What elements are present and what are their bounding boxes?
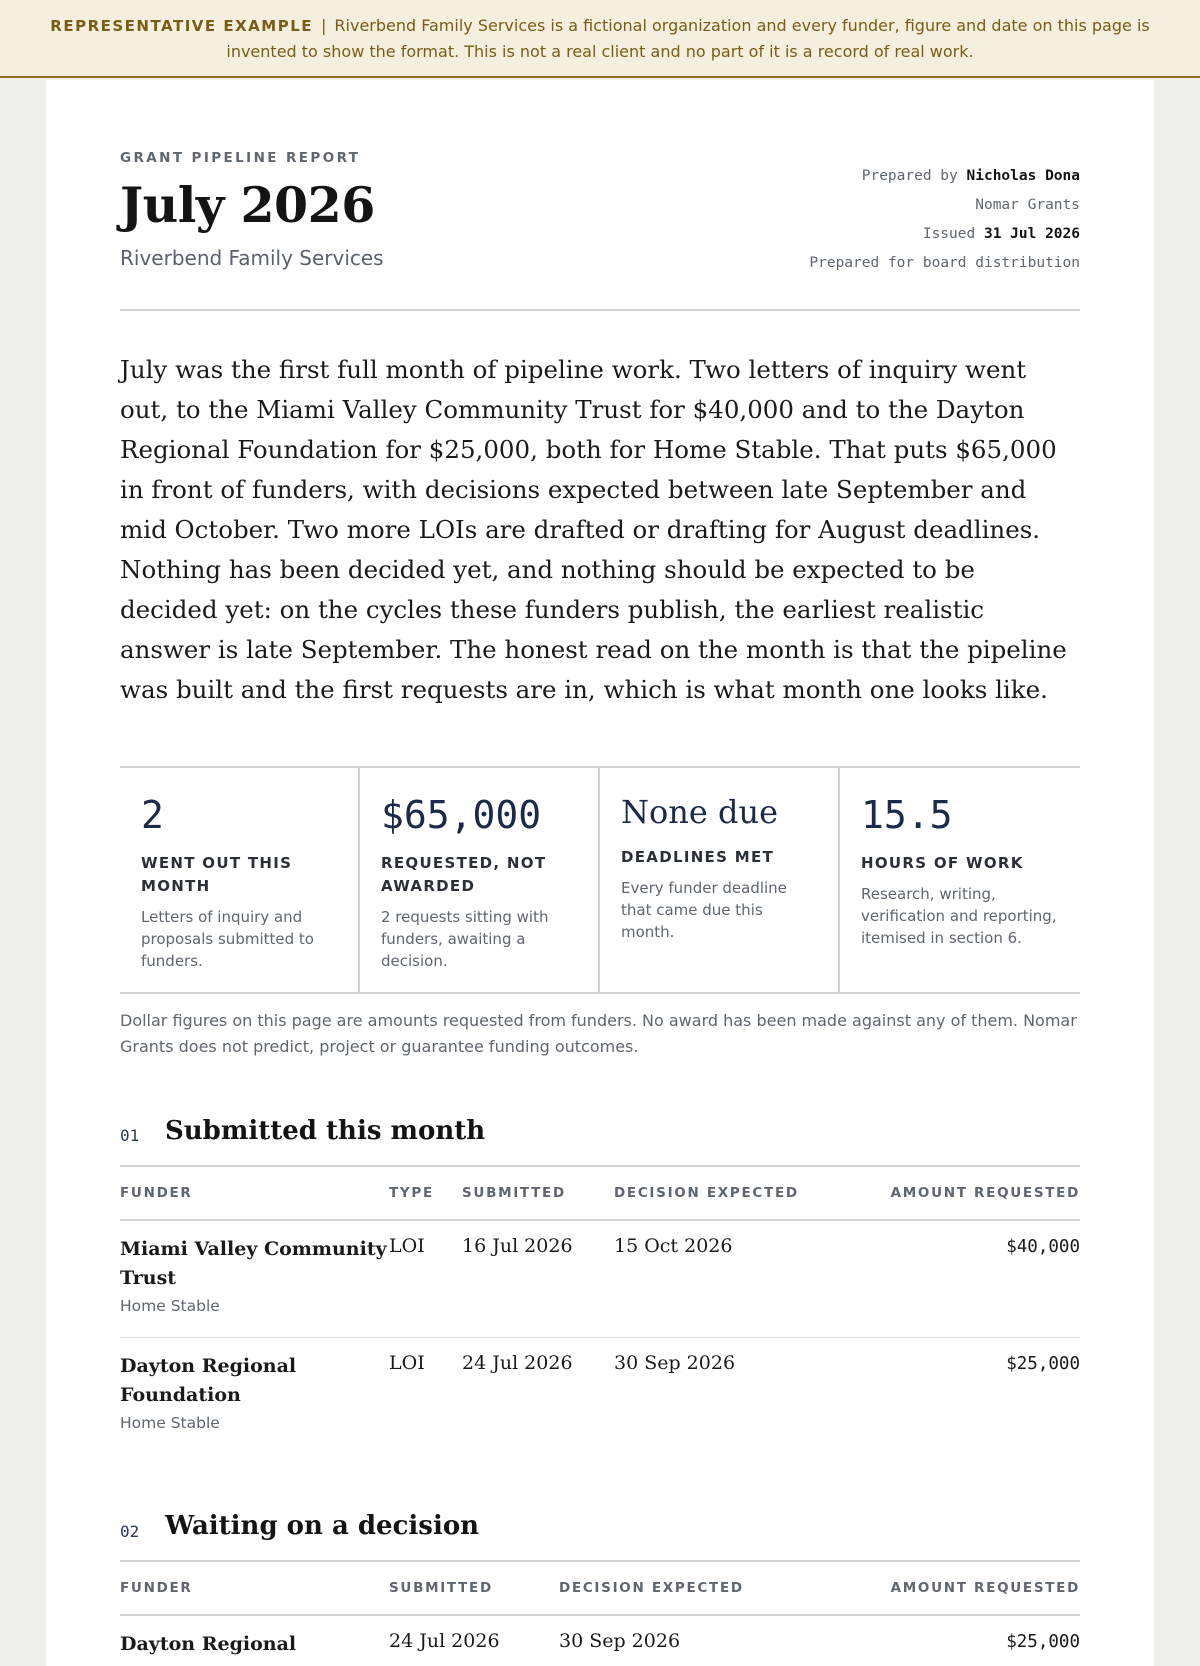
amount-cell: $40,000 — [864, 1220, 1080, 1337]
column-header: FUNDER — [120, 1561, 389, 1615]
prepared-by-line — [809, 162, 1080, 191]
section-number: 01 — [120, 1126, 140, 1145]
section-title: Submitted this month — [165, 1116, 486, 1146]
column-header: DECISION EXPECTED — [559, 1561, 839, 1615]
distribution-note: Prepared for board distribution — [809, 255, 1080, 271]
stat-requested — [360, 768, 600, 992]
funder-cell — [120, 1615, 389, 1659]
firm-name: Nomar Grants — [975, 197, 1080, 213]
stat-description: Every funder deadline that came due this month. — [621, 879, 787, 941]
column-header: SUBMITTED — [389, 1561, 559, 1615]
stat-deadlines — [600, 768, 840, 992]
table-row — [120, 1337, 1080, 1454]
stat-value: None due — [621, 793, 779, 831]
page-title: July 2026 — [120, 176, 375, 234]
stat-value: 2 — [141, 793, 164, 837]
table-row — [120, 1220, 1080, 1337]
stat-value: 15.5 — [861, 793, 953, 837]
stat-hours — [840, 768, 1080, 992]
banner-text: Riverbend Family Services is a fictional organization and every funder, figure and date on this page is invented to show the format. This is not a real client and no part of it is a record of real work. — [226, 16, 1150, 61]
stat-label: REQUESTED, NOT AWARDED — [381, 854, 547, 895]
preparer-name: Nicholas Dona — [966, 168, 1080, 184]
column-header: SUBMITTED — [462, 1166, 614, 1220]
amount-cell: $25,000 — [1006, 1353, 1080, 1374]
stat-label: HOURS OF WORK — [861, 854, 1024, 872]
submitted-cell: 16 Jul 2026 — [462, 1220, 614, 1337]
program-name: Home Stable — [120, 1297, 220, 1315]
column-header: DECISION EXPECTED — [614, 1166, 864, 1220]
issued-date: 31 Jul 2026 — [983, 226, 1080, 242]
submitted-cell: 24 Jul 2026 — [462, 1351, 573, 1374]
section-title: Waiting on a decision — [165, 1511, 480, 1541]
type-cell: LOI — [389, 1220, 462, 1337]
submitted-table — [120, 1165, 1080, 1454]
client-name: Riverbend Family Services — [120, 246, 384, 270]
column-header: FUNDER — [120, 1166, 389, 1220]
program-name: Home Stable — [120, 1413, 220, 1432]
issued-line — [809, 220, 1080, 249]
report-meta — [809, 162, 1080, 278]
table-header-row — [120, 1166, 1080, 1220]
stats-row — [120, 766, 1080, 994]
stat-went-out — [120, 768, 360, 992]
header-divider — [120, 309, 1080, 311]
funder-cell — [120, 1337, 389, 1454]
table-header-row — [120, 1561, 1080, 1615]
stat-value: $65,000 — [381, 793, 542, 837]
disclaimer-banner — [0, 0, 1200, 78]
disclaimer-note: Dollar figures on this page are amounts requested from funders. No award has been made against any of them. Nomar Grants does not predict, project or guarantee funding outcomes. — [120, 1011, 1077, 1056]
decision-cell: 30 Sep 2026 — [614, 1351, 736, 1374]
decision-cell: 30 Sep 2026 — [559, 1630, 681, 1652]
section-number: 02 — [120, 1522, 140, 1541]
submitted-cell: 24 Jul 2026 — [389, 1630, 500, 1652]
stat-description: Letters of inquiry and proposals submitted to funders. — [141, 908, 314, 970]
table-row — [120, 1615, 1080, 1659]
funder-cell — [120, 1220, 389, 1337]
column-header: AMOUNT REQUESTED — [839, 1561, 1080, 1615]
amount-cell: $25,000 — [1006, 1632, 1080, 1652]
report-eyebrow: GRANT PIPELINE REPORT — [120, 150, 361, 166]
report-page — [46, 80, 1154, 1666]
prepared-by-label: Prepared by — [861, 168, 958, 184]
banner-separator: | — [321, 16, 327, 35]
type-cell: LOI — [389, 1351, 425, 1374]
funder-name: Dayton Regional Foundation — [120, 1354, 297, 1406]
funder-name: Miami Valley Community Trust — [120, 1238, 387, 1289]
column-header: AMOUNT REQUESTED — [864, 1166, 1080, 1220]
summary-paragraph: July was the first full month of pipeline work. Two letters of inquiry went out, to the Miami Valley Community Trust for $40,000 and to the Dayton Regional Foundation for $25,000, both for Home Stable. That puts $65,000 in front of funders, with decisions expected between late September and mid October. Two more LOIs are drafted or drafting for August deadlines. Nothing has been decided yet, and nothing should be expected to be decided yet: on the cycles these funders publish, the earliest realistic answer is late September. The honest read on the month is that the pipeline was built and the first requests are in, which is what month one looks like. — [120, 355, 1067, 704]
issued-label: Issued — [922, 226, 976, 242]
decision-cell: 15 Oct 2026 — [614, 1220, 864, 1337]
stat-label: WENT OUT THIS MONTH — [141, 854, 293, 895]
funder-name: Dayton Regional — [120, 1633, 297, 1655]
banner-tag: REPRESENTATIVE EXAMPLE — [50, 17, 314, 35]
stat-description: Research, writing, verification and reporting, itemised in section 6. — [861, 885, 1057, 947]
stat-label: DEADLINES MET — [621, 848, 775, 866]
waiting-table — [120, 1560, 1080, 1659]
stat-description: 2 requests sitting with funders, awaiting a decision. — [381, 908, 549, 970]
column-header: TYPE — [389, 1166, 462, 1220]
